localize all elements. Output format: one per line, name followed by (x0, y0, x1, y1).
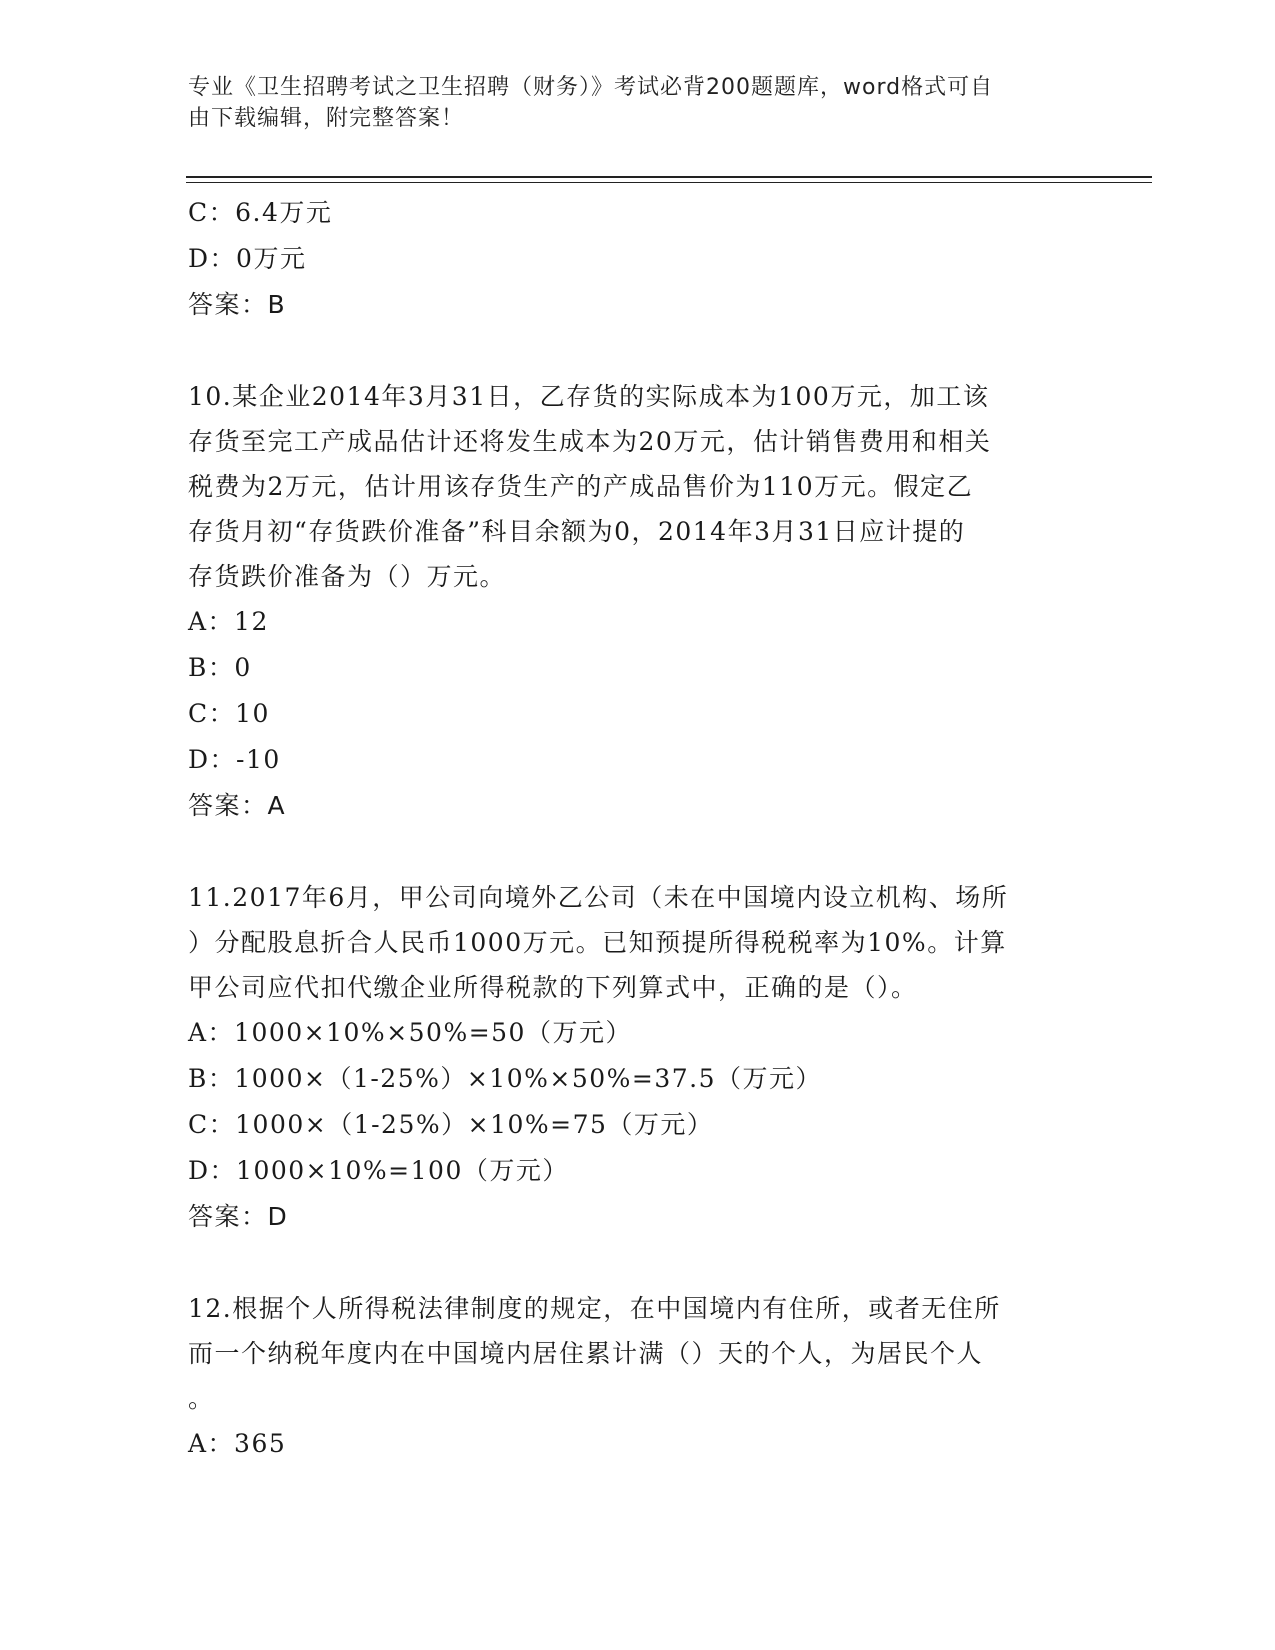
q10-option-a: A：12 (188, 607, 269, 636)
header-rule-thin (186, 182, 1152, 183)
header-rule-thick (186, 176, 1152, 178)
q11-option-a: A：1000×10%×50%=50（万元） (188, 1018, 632, 1047)
q9-answer: 答案：B (188, 290, 287, 319)
q10-text-line-3: 税费为2万元，估计用该存货生产的产成品售价为110万元。假定乙 (188, 472, 974, 501)
q11-text-line-1: 11.2017年6月，甲公司向境外乙公司（未在中国境内设立机构、场所 (188, 883, 1009, 912)
q10-option-c: C：10 (188, 699, 270, 728)
question-content (188, 190, 1088, 1467)
spacer (188, 328, 1088, 374)
q10-option-d: D：-10 (188, 745, 281, 774)
document-header (188, 72, 1068, 134)
spacer (188, 1240, 1088, 1286)
q11-option-c: C：1000×（1-25%）×10%=75（万元） (188, 1110, 714, 1139)
q10-text-line-1: 10.某企业2014年3月31日，乙存货的实际成本为100万元，加工该 (188, 382, 990, 411)
q10-text-line-4: 存货月初“存货跌价准备”科目余额为0，2014年3月31日应计提的 (188, 517, 966, 546)
q12-option-a: A：365 (188, 1429, 287, 1458)
q11-text-line-3: 甲公司应代扣代缴企业所得税款的下列算式中，正确的是（）。 (188, 973, 918, 1002)
q11-answer: 答案：D (188, 1202, 289, 1231)
q10-text-line-2: 存货至完工产成品估计还将发生成本为20万元，估计销售费用和相关 (188, 427, 992, 456)
q11-text-line-2: ）分配股息折合人民币1000万元。已知预提所得税税率为10%。计算 (188, 928, 1007, 957)
q10-option-b: B：0 (188, 653, 252, 682)
header-line-2: 由下载编辑，附完整答案！ (188, 106, 465, 131)
q10-answer: 答案：A (188, 791, 287, 820)
q12-text-line-2: 而一个纳税年度内在中国境内居住累计满（）天的个人，为居民个人 (188, 1339, 984, 1368)
q11-option-d: D：1000×10%=100（万元） (188, 1156, 569, 1185)
header-line-1: 专业《卫生招聘考试之卫生招聘（财务）》考试必背200题题库，word格式可自 (188, 75, 994, 100)
q9-option-d: D：0万元 (188, 244, 307, 273)
spacer (188, 829, 1088, 875)
q12-text-line-3: 。 (188, 1384, 215, 1413)
q11-option-b: B：1000×（1-25%）×10%×50%=37.5（万元） (188, 1064, 823, 1093)
q10-text-line-5: 存货跌价准备为（）万元。 (188, 562, 507, 591)
q9-option-c: C：6.4万元 (188, 198, 333, 227)
q12-text-line-1: 12.根据个人所得税法律制度的规定，在中国境内有住所，或者无住所 (188, 1294, 1001, 1323)
